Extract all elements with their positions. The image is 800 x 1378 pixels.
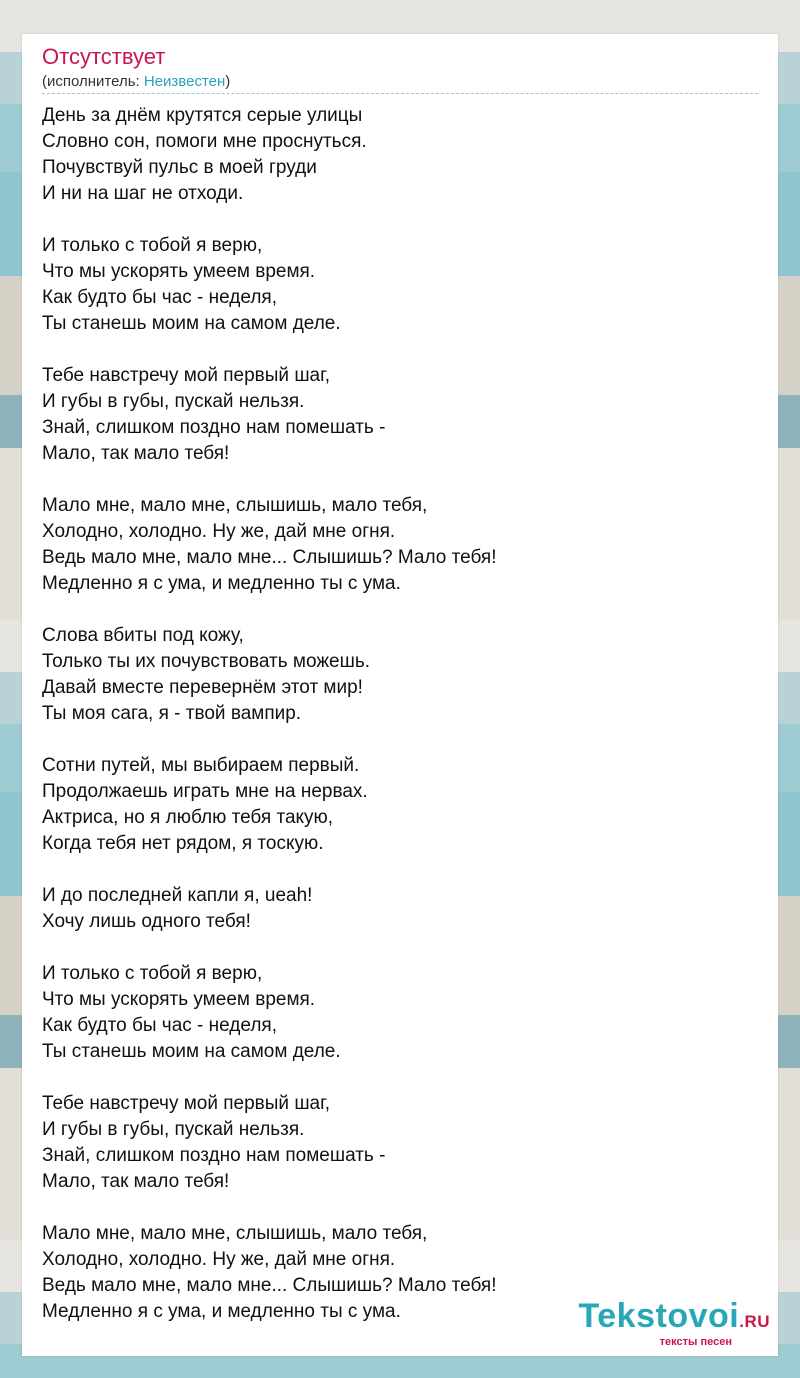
artist-link[interactable]: Неизвестен (143, 73, 226, 90)
stanza-gap (42, 207, 758, 233)
logo-domain: .RU (739, 1312, 770, 1331)
logo-tagline: тексты песен (659, 1336, 732, 1348)
site-logo[interactable] (579, 1298, 770, 1348)
lyric-line: Мало, так мало тебя! (42, 443, 230, 464)
song-title: Отсутствует (42, 44, 166, 69)
lyric-line: И губы в губы, пускай нельзя. (42, 391, 305, 412)
lyric-line: Ты моя сага, я - твой вампир. (42, 703, 302, 724)
lyric-line: Ты станешь моим на самом деле. (42, 1041, 341, 1062)
lyric-line: Знай, слишком поздно нам помешать - (42, 1145, 386, 1166)
lyric-line: Мало, так мало тебя! (42, 1171, 230, 1192)
lyric-line: Мало мне, мало мне, слышишь, мало тебя, (42, 495, 428, 516)
lyric-line: И губы в губы, пускай нельзя. (42, 1119, 305, 1140)
lyric-line: Как будто бы час - неделя, (42, 1015, 277, 1036)
lyric-line: Только ты их почувствовать можешь. (42, 651, 371, 672)
lyric-line: И только с тобой я верю, (42, 235, 263, 256)
stanza-gap (42, 1195, 758, 1221)
lyric-line: Что мы ускорять умеем время. (42, 261, 316, 282)
stanza-gap (42, 337, 758, 363)
lyric-line: Слова вбиты под кожу, (42, 625, 244, 646)
lyric-line: И ни на шаг не отходи. (42, 183, 244, 204)
lyric-line: И только с тобой я верю, (42, 963, 263, 984)
lyric-line: Продолжаешь играть мне на нервах. (42, 781, 368, 802)
lyric-line: День за днём крутятся серые улицы (42, 105, 363, 126)
lyrics-card (22, 34, 778, 1356)
lyric-line: Почувствуй пульс в моей груди (42, 157, 317, 178)
artist-suffix: ) (225, 73, 231, 90)
header-divider (42, 93, 758, 94)
stanza-gap (42, 727, 758, 753)
artist-prefix: (исполнитель: (42, 73, 144, 90)
lyric-line: Когда тебя нет рядом, я тоскую. (42, 833, 324, 854)
stanza-gap (42, 857, 758, 883)
lyric-line: Актриса, но я люблю тебя такую, (42, 807, 334, 828)
lyric-line: И до последней капли я, ueah! (42, 885, 313, 906)
lyric-line: Что мы ускорять умеем время. (42, 989, 316, 1010)
lyrics-text (42, 103, 758, 1325)
lyric-line: Ведь мало мне, мало мне... Слышишь? Мало тебя! (42, 547, 497, 568)
logo-wordmark (579, 1298, 770, 1340)
lyric-line: Тебе навстречу мой первый шаг, (42, 365, 331, 386)
stanza-gap (42, 935, 758, 961)
lyric-line: Хочу лишь одного тебя! (42, 911, 251, 932)
lyric-line: Мало мне, мало мне, слышишь, мало тебя, (42, 1223, 428, 1244)
lyric-line: Как будто бы час - неделя, (42, 287, 277, 308)
lyric-line: Медленно я с ума, и медленно ты с ума. (42, 573, 401, 594)
lyric-line: Ведь мало мне, мало мне... Слышишь? Мало тебя! (42, 1275, 497, 1296)
stanza-gap (42, 1065, 758, 1091)
stanza-gap (42, 597, 758, 623)
lyric-line: Тебе навстречу мой первый шаг, (42, 1093, 331, 1114)
lyric-line: Медленно я с ума, и медленно ты с ума. (42, 1301, 401, 1322)
lyric-line: Холодно, холодно. Ну же, дай мне огня. (42, 1249, 396, 1270)
lyric-line: Сотни путей, мы выбираем первый. (42, 755, 360, 776)
lyric-line: Ты станешь моим на самом деле. (42, 313, 341, 334)
stanza-gap (42, 467, 758, 493)
lyric-line: Давай вместе перевернём этот мир! (42, 677, 363, 698)
lyric-line: Знай, слишком поздно нам помешать - (42, 417, 386, 438)
lyric-line: Словно сон, помоги мне проснуться. (42, 131, 367, 152)
logo-main-text: Tekstovoi (578, 1297, 740, 1335)
artist-line (42, 72, 230, 92)
lyric-line: Холодно, холодно. Ну же, дай мне огня. (42, 521, 396, 542)
